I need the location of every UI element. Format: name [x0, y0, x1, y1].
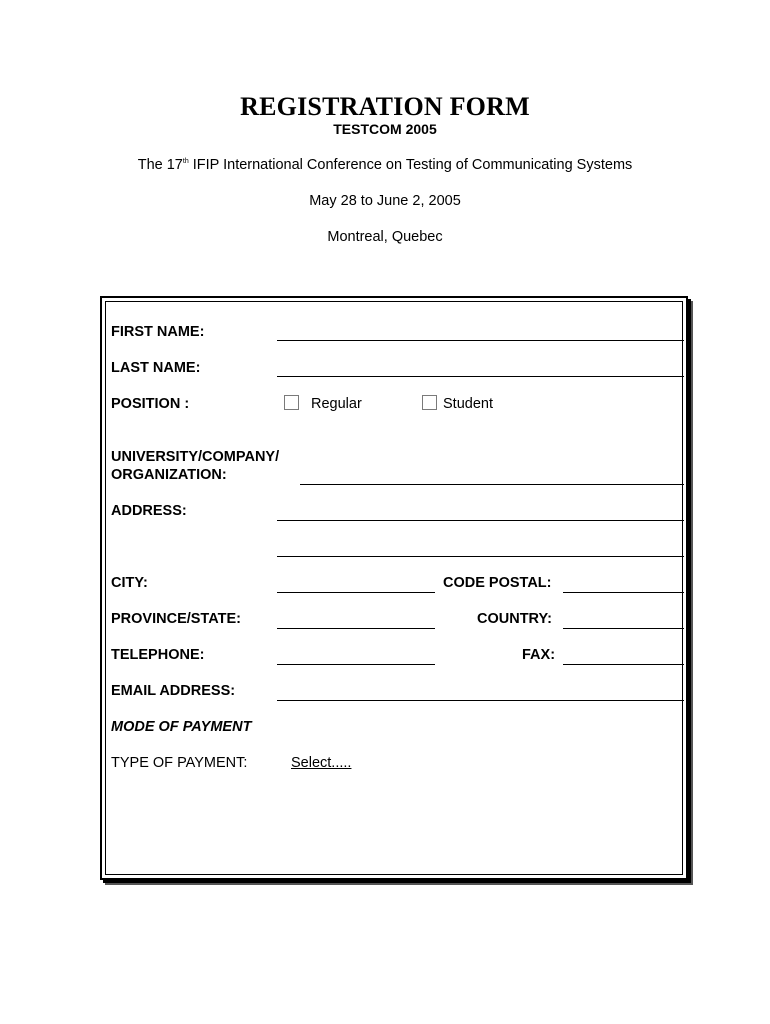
email-field[interactable] — [277, 700, 684, 701]
province-label: PROVINCE/STATE: — [111, 611, 241, 627]
event-name: TESTCOM 2005 — [333, 121, 437, 137]
position-label: POSITION : — [111, 396, 190, 412]
organization-field[interactable] — [300, 484, 684, 485]
country-field[interactable] — [563, 628, 684, 629]
telephone-field[interactable] — [277, 664, 435, 665]
ordinal-suffix: th — [182, 158, 189, 165]
first-name-field[interactable] — [277, 340, 684, 341]
registration-form-box — [100, 296, 688, 880]
address-field-line2[interactable] — [277, 556, 684, 557]
event-dates: May 28 to June 2, 2005 — [309, 193, 461, 209]
event-location: Montreal, Quebec — [327, 229, 443, 245]
regular-checkbox[interactable] — [284, 395, 299, 410]
conference-text-start: The 17 — [137, 157, 183, 173]
address-field-line1[interactable] — [277, 520, 684, 521]
city-label: CITY: — [111, 575, 148, 591]
email-label: EMAIL ADDRESS: — [111, 683, 236, 699]
postal-code-field[interactable] — [563, 592, 684, 593]
student-checkbox[interactable] — [422, 395, 437, 410]
last-name-field[interactable] — [277, 376, 684, 377]
province-field[interactable] — [277, 628, 435, 629]
fax-field[interactable] — [563, 664, 684, 665]
postal-code-label: CODE POSTAL: — [443, 575, 552, 591]
conference-text-end: IFIP International Conference on Testing of Communicating Systems — [188, 157, 633, 173]
city-field[interactable] — [277, 592, 435, 593]
country-label: COUNTRY: — [477, 611, 552, 627]
payment-type-select[interactable]: Select..... — [291, 755, 352, 771]
form-title: REGISTRATION FORM — [240, 92, 530, 121]
conference-description — [0, 157, 770, 173]
form-inner-border — [105, 301, 683, 875]
fax-label: FAX: — [522, 647, 556, 663]
payment-type-label: TYPE OF PAYMENT: — [111, 755, 248, 771]
organization-label-line2: ORGANIZATION: — [111, 467, 227, 483]
payment-heading: MODE OF PAYMENT — [111, 719, 252, 735]
regular-option-label: Regular — [311, 396, 362, 412]
first-name-label: FIRST NAME: — [111, 324, 205, 340]
telephone-label: TELEPHONE: — [111, 647, 205, 663]
last-name-label: LAST NAME: — [111, 360, 201, 376]
student-option-label: Student — [443, 396, 493, 412]
organization-label-line1: UNIVERSITY/COMPANY/ — [111, 449, 280, 465]
address-label: ADDRESS: — [111, 503, 187, 519]
